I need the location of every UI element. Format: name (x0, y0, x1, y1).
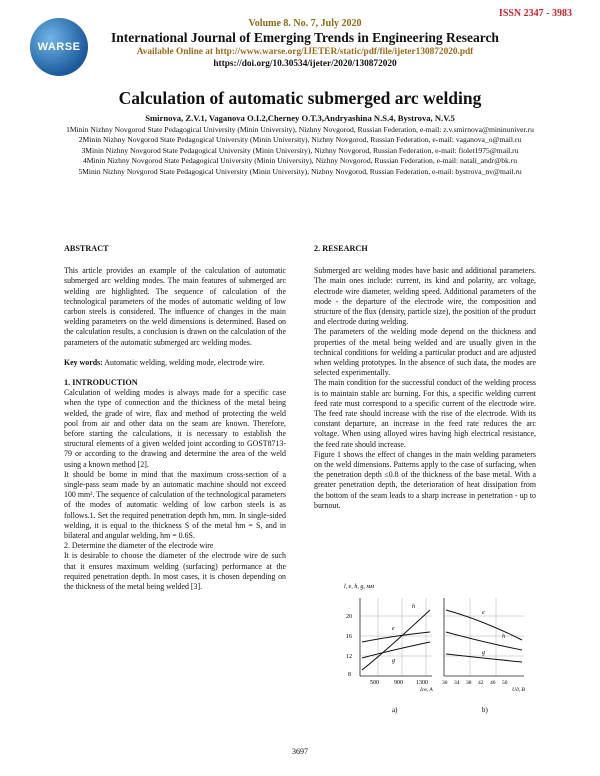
b-xtick-2: 34 (454, 680, 460, 686)
abstract-text: This article provides an example of the calculation of automatic submerged arc welding modes. The main features of submerged arc welding are highlighted. The sequence of calculation of the technological parameters of the modes of automatic welding of low carbon steels is considered. The influence of changes in the main welding parameters on the weld dimensions is determined. Based on the calculation results, a conclusion is drawn on the calculation of the parameters of the automatic submerged arc welding modes. (64, 266, 286, 347)
keywords (64, 358, 286, 368)
intro-p4: It is desirable to choose the diameter of the electrode wire de such that it ensures maximum welding (surfacing) performance at the required penetration depth. In most cases, it is chosen depending on the thickness of the metal being welded [3]. (64, 551, 286, 592)
intro-p1: Calculation of welding modes is always made for a specific case when the type of connection and the thickness of the metal being welded, the grade of wire, flax and method of protecting the weld pool from air and other data on the seam are known. Therefore, before starting the calculations, it is necessary to establish the structural elements of a given welded joint according to GOST8713-79 or according to the drawing and determine the area of the weld using a known method [2]. (64, 388, 286, 469)
b-label-g: g (482, 650, 485, 656)
intro-p2: It should be borne in mind that the maximum cross-section of a single-pass seam made by an automatic machine should not exceed 100 mm². The sequence of calculation of the technological parameters of the modes of automatic welding of low carbon steels is as follows.1. Set the required penetration depth hm, mm. In single-sided welding, it is equal to the thickness S of the metal hm = S, and in bilateral and angular welding, hm = 0.6S. (64, 469, 286, 541)
research-p1: Submerged arc welding modes have basic and additional parameters. The main ones include: current, its kind and polarity, arc voltage, electrode wire diameter, welding speed. Additional parameters of the mode - the departure of the electrode wire, the composition and structure of the flux (density, particle size), the position of the product and electrode during welding. (314, 266, 536, 327)
a-ytick-1: 20 (346, 614, 352, 620)
panel-a (346, 598, 433, 693)
fig-y-label: l, e, h, g, мм (344, 584, 374, 590)
a-xtick-1: 500 (370, 680, 379, 686)
curve-a-g (362, 642, 430, 658)
b-xtick-6: 50 (502, 680, 508, 686)
a-xtick-3: 1300 (416, 680, 428, 686)
a-ytick-2: 16 (346, 634, 352, 640)
affiliation-1: 1Minin Nizhny Novgorod State Pedagogical University (Minin University), Nizhny Novgorod, Russian Federation, e-mail: z.v.smirnova@mininuniver.ru (66, 125, 534, 134)
affiliations (60, 125, 540, 177)
warse-logo (30, 18, 88, 76)
b-xtick-5: 46 (490, 680, 496, 686)
journal-title: International Journal of Emerging Trends in Engineering Research (111, 30, 499, 45)
abstract-heading: ABSTRACT (64, 244, 109, 253)
volume: Volume 8. No. 7, July 2020 (248, 18, 362, 29)
affiliation-3: 3Minin Nizhny Novgorod State Pedagogical University (Minin University), Nizhny Novgorod, Russian Federation, e-mail: fiolet1975@mail.ru (81, 145, 519, 155)
a-xtick-2: 900 (394, 680, 403, 686)
research-p2: The parameters of the welding mode depend on the thickness and properties of the metal being welded and are usually given in the technical conditions for welding a particular product and are adjusted when welding prototypes. In the absence of such data, the modes are selected experimentally. (314, 327, 536, 378)
right-column (314, 244, 536, 511)
intro-heading: 1. INTRODUCTION (64, 378, 138, 388)
paper-title: Calculation of automatic submerged arc welding (118, 88, 482, 108)
intro-p3: 2. Determine the diameter of the electrode wire (64, 541, 214, 551)
research-p4: Figure 1 shows the effect of changes in the main welding parameters on the weld dimensions. Patterns apply to the case of surfacing, when the penetration depth ≤0.8 of the thickness of the base metal. With a greater penetration depth, the deterioration of heat dissipation from the bottom of the seam leads to a sharp increase in penetration - up to burnout. (314, 449, 536, 510)
affiliation-2: 2Minin Nizhny Novgorod State Pedagogical University (Minin University), Nizhny Novgorod, Russian Federation, e-mail: vaganova_o@mail.ru (78, 135, 522, 145)
authors: Smirnova, Z.V.1, Vaganova O.I.2,Cherney O.T.3,Andryashina N.S.4, Bystrova, N.V.5 (145, 113, 455, 123)
left-column (64, 244, 286, 592)
issn: ISSN 2347 - 3983 (498, 8, 572, 19)
keywords-label: Key words: (64, 357, 103, 367)
research-p3: The main condition for the successful conduct of the welding process is to maintain stable arc burning. For this, a specific welding current feed rate must correspond to a specific current of the electrode wire. The feed rate should increase with the rise of the electrode. With its constant departure, an increase in the feed rate reduces the arc voltage. When using alloyed wires having high electrical resistance, the feed rate should increase. (314, 378, 536, 449)
a-label-e: e (392, 626, 395, 632)
affiliation-5: 5Minin Nizhny Novgorod State Pedagogical University (Minin University), Nizhny Novgorod, Russian Federation, e-mail: bystrova_nv@mail.ru (78, 166, 522, 176)
b-label-e: e (482, 610, 485, 616)
b-xtick-4: 42 (478, 680, 484, 686)
available-link[interactable]: Available Online at http://www.warse.org/IJETER/static/pdf/file/ijeter130872020.pdf (136, 47, 474, 57)
caption-a: a) (392, 706, 398, 714)
caption-b: b) (482, 706, 488, 714)
research-heading: 2. RESEARCH (314, 244, 368, 253)
a-label-g: g (392, 658, 395, 664)
a-ytick-4: 8 (348, 672, 351, 678)
b-xunit: Uд, В (512, 687, 525, 693)
a-xunit: Iсв, A (420, 687, 433, 693)
b-xtick-1: 30 (442, 680, 448, 686)
b-label-h: h (502, 634, 505, 640)
panel-b (442, 598, 526, 693)
doi-link[interactable]: https://doi.org/10.30534/ijeter/2020/130872020 (213, 59, 397, 69)
affiliation-4: 4Minin Nizhny Novgorod State Pedagogical University (Minin University), Nizhny Novgorod, Russian Federation, e-mail: natali_andr@bk.ru (82, 156, 518, 166)
a-ytick-3: 12 (346, 654, 352, 660)
keywords-text: Automatic welding, welding mode, electrode wire. (102, 357, 265, 367)
a-label-h: h (412, 604, 415, 610)
page-number: 3697 (292, 747, 308, 756)
b-xtick-3: 38 (466, 680, 472, 686)
logo-text: WARSE (37, 41, 81, 53)
figure-1 (332, 580, 532, 730)
